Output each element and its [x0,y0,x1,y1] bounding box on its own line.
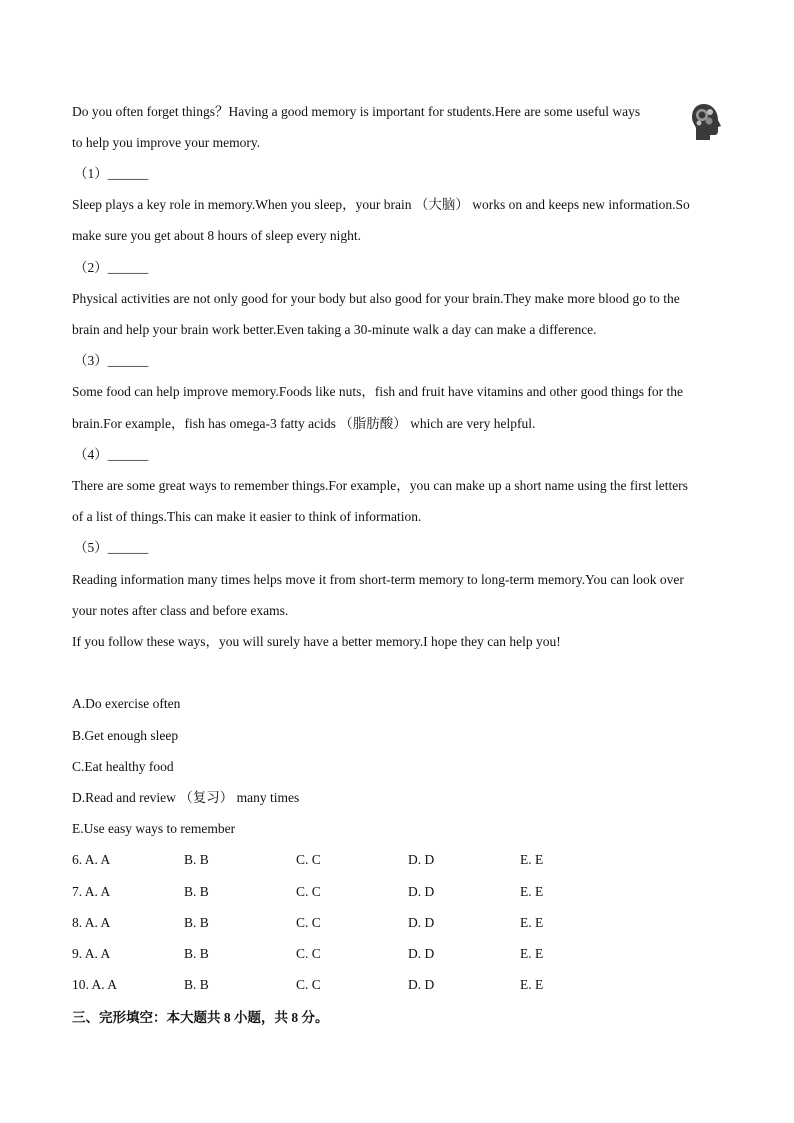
option-e[interactable]: E. E [520,915,544,930]
paragraph-4-line-1: There are some great ways to remember things.For example，you can make up a short name using the first letters [72,478,688,493]
conclusion: If you follow these ways，you will surely have a better memory.I hope they can help you! [72,634,561,649]
paragraph-4-line-2: of a list of things.This can make it easier to think of information. [72,509,422,524]
option-c[interactable]: C. C [296,884,321,899]
paragraph-5-line-2: your notes after class and before exams. [72,603,289,618]
option-d[interactable]: D. D [408,915,435,930]
blank-2: （2）______ [74,260,149,275]
option-b[interactable]: B. B [184,884,209,899]
option-a[interactable]: 7. A. A [72,884,111,899]
blank-5: （5）______ [74,540,149,555]
option-a[interactable]: 10. A. A [72,977,118,992]
option-d[interactable]: D. D [408,946,435,961]
option-c[interactable]: C. C [296,977,321,992]
choice-c: C.Eat healthy food [72,759,174,774]
option-a[interactable]: 9. A. A [72,946,111,961]
option-c[interactable]: C. C [296,852,321,867]
choice-a: A.Do exercise often [72,696,181,711]
choice-e: E.Use easy ways to remember [72,821,236,836]
option-b[interactable]: B. B [184,915,209,930]
paragraph-3-line-1: Some food can help improve memory.Foods like nuts，fish and fruit have vitamins and other good things for the [72,384,684,399]
option-d[interactable]: D. D [408,852,435,867]
option-e[interactable]: E. E [520,977,544,992]
option-b[interactable]: B. B [184,852,209,867]
choice-b: B.Get enough sleep [72,728,179,743]
paragraph-1-line-1: Sleep plays a key role in memory.When you sleep，your brain （大脑） works on and keeps new information.So [72,197,690,212]
blank-1: （1）______ [74,166,149,181]
option-d[interactable]: D. D [408,977,435,992]
blank-3: （3）______ [74,353,149,368]
intro-line-2: to help you improve your memory. [72,135,261,150]
blank-4: （4）______ [74,447,149,462]
intro-line-1: Do you often forget things？Having a good memory is important for students.Here are some useful ways [72,104,641,119]
paragraph-3-line-2: brain.For example，fish has omega-3 fatty acids （脂肪酸） which are very helpful. [72,416,536,431]
option-b[interactable]: B. B [184,946,209,961]
section-heading: 三、完形填空：本大题共 8 小题，共 8 分。 [72,1010,329,1025]
option-d[interactable]: D. D [408,884,435,899]
choice-d: D.Read and review （复习） many times [72,790,300,805]
option-a[interactable]: 8. A. A [72,915,111,930]
option-e[interactable]: E. E [520,946,544,961]
option-c[interactable]: C. C [296,946,321,961]
paragraph-2-line-1: Physical activities are not only good for your body but also good for your brain.They make more blood go to the [72,291,680,306]
option-a[interactable]: 6. A. A [72,852,111,867]
option-c[interactable]: C. C [296,915,321,930]
paragraph-5-line-1: Reading information many times helps move it from short-term memory to long-term memory.You can look over [72,572,684,587]
option-e[interactable]: E. E [520,852,544,867]
paragraph-1-line-2: make sure you get about 8 hours of sleep every night. [72,228,362,243]
option-e[interactable]: E. E [520,884,544,899]
paragraph-2-line-2: brain and help your brain work better.Even taking a 30-minute walk a day can make a difference. [72,322,597,337]
option-b[interactable]: B. B [184,977,209,992]
